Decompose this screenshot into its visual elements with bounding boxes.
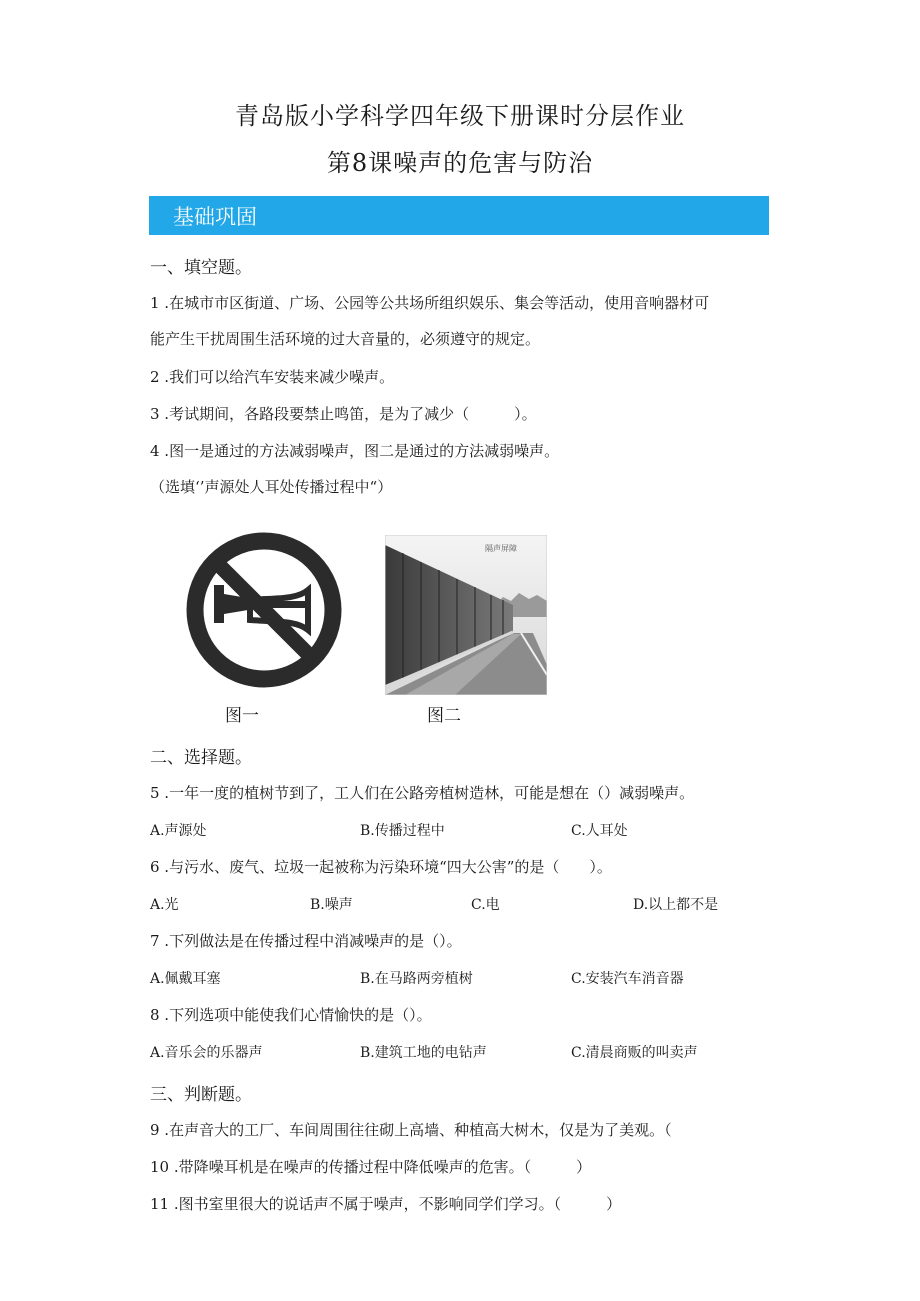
figure-2-caption: 图二 [427, 706, 461, 726]
q5-option-a: A.声源处 [150, 823, 207, 839]
q8-option-b: B.建筑工地的电钻声 [360, 1045, 487, 1061]
question-1-line-2: 能产生干扰周围生活环境的过大音量的，必须遵守的规定。 [150, 330, 541, 348]
q7-option-b: B.在马路两旁植树 [360, 971, 473, 987]
question-2: 2 .我们可以给汽车安装来减少噪声。 [150, 368, 395, 386]
q8-option-a: A.音乐会的乐器声 [150, 1045, 263, 1061]
q6-option-b: B.噪声 [310, 897, 353, 913]
lesson-title: 第8课噪声的危害与防治 [326, 149, 594, 177]
question-8: 8 .下列选项中能使我们心情愉快的是（）。 [150, 1006, 432, 1024]
photo-sign-text: 隔声屏障 [485, 544, 517, 553]
question-3: 3 .考试期间，各路段要禁止鸣笛，是为了减少（ ）。 [150, 405, 537, 423]
q5-option-c: C.人耳处 [571, 823, 628, 839]
question-5: 5 .一年一度的植树节到了，工人们在公路旁植树造林，可能是想在（）减弱噪声。 [150, 784, 695, 802]
question-9: 9 .在声音大的工厂、车间周围往往砌上高墙、种植高大树木，仅是为了美观。（ [150, 1121, 672, 1139]
section-banner [149, 196, 769, 235]
figure-1-caption: 图一 [225, 706, 259, 726]
question-6: 6 .与污水、废气、垃圾一起被称为污染环境“四大公害”的是（ ）。 [150, 858, 612, 876]
question-7: 7 .下列做法是在传播过程中消减噪声的是（）。 [150, 932, 462, 950]
section-heading-fill-blank: 一、填空题。 [150, 258, 252, 278]
q6-option-a: A.光 [150, 897, 179, 913]
section-heading-judge: 三、判断题。 [150, 1085, 252, 1105]
sound-barrier-photo [385, 535, 547, 695]
no-horn-sign-icon [184, 530, 344, 690]
q5-option-b: B.传播过程中 [360, 823, 445, 839]
section-heading-choice: 二、选择题。 [150, 748, 252, 768]
question-4-hint: （选填‘’声源处人耳处传播过程中“） [150, 478, 393, 496]
question-4: 4 .图一是通过的方法减弱噪声，图二是通过的方法减弱噪声。 [150, 442, 560, 460]
document-title: 青岛版小学科学四年级下册课时分层作业 [235, 102, 685, 130]
q7-option-a: A.佩戴耳塞 [150, 971, 221, 987]
q7-option-c: C.安装汽车消音器 [571, 971, 684, 987]
q8-option-c: C.清晨商贩的叫卖声 [571, 1045, 698, 1061]
question-11: 11 .图书室里很大的说话声不属于噪声，不影响同学们学习。（ ） [150, 1195, 622, 1213]
banner-label: 基础巩固 [173, 205, 257, 229]
q6-option-c: C.电 [471, 897, 500, 913]
question-10: 10 .带降噪耳机是在噪声的传播过程中降低噪声的危害。（ ） [150, 1158, 592, 1176]
q6-option-d: D.以上都不是 [633, 897, 719, 913]
question-1-line-1: 1 .在城市市区街道、广场、公园等公共场所组织娱乐、集会等活动，使用音响器材可 [150, 294, 710, 312]
